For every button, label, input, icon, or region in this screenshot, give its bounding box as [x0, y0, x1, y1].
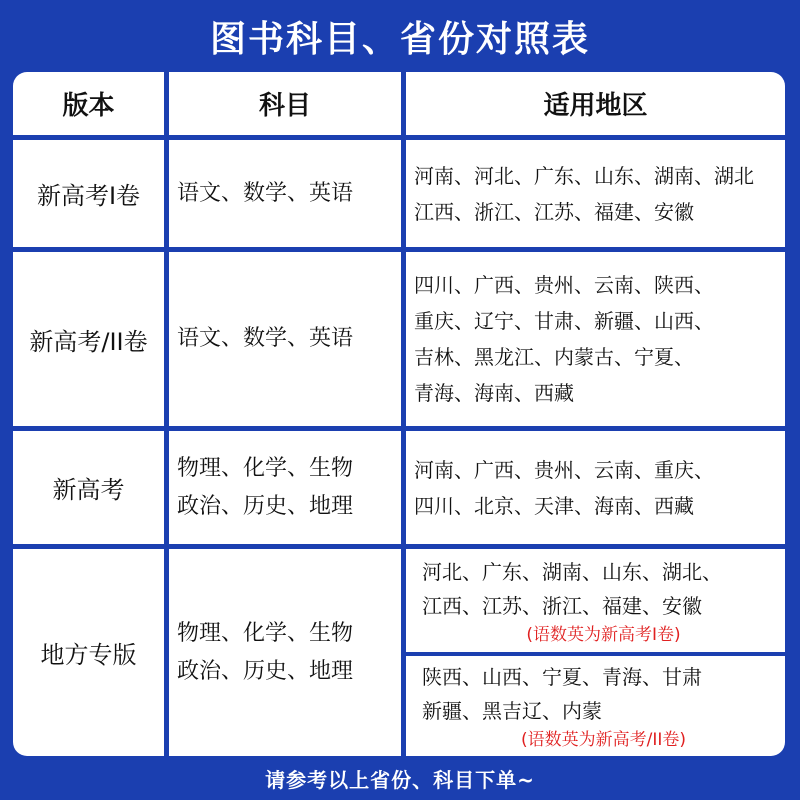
- row-subjects: [169, 431, 401, 544]
- page-title: 图书科目、省份对照表: [209, 18, 590, 60]
- region-line: 四川、广西、贵州、云南、陕西、: [414, 273, 714, 297]
- region-line: 河北、广东、湖南、山东、湖北、: [422, 559, 722, 584]
- subject-line: 物理、化学、生物: [177, 455, 354, 481]
- row-subjects: [169, 252, 401, 426]
- region-line: 重庆、辽宁、甘肃、新疆、山西、: [414, 309, 714, 333]
- region-note: (语数英为新高考Ⅰ卷): [526, 624, 681, 645]
- region-line: 河南、河北、广东、山东、湖南、湖北: [414, 163, 754, 188]
- row-regions: [406, 140, 785, 247]
- region-group: [406, 549, 785, 652]
- region-line: 陕西、山西、宁夏、青海、甘肃: [422, 665, 702, 689]
- row-version: 新高考/II卷: [29, 327, 148, 356]
- row-version: 新高考: [52, 476, 125, 504]
- region-group: [406, 656, 785, 756]
- row-regions: [406, 431, 785, 544]
- row-subjects: [169, 140, 401, 247]
- subject-line: 政治、历史、地理: [177, 658, 354, 684]
- header-subject: 科目: [258, 91, 311, 121]
- region-line: 吉林、黑龙江、内蒙古、宁夏、: [414, 345, 694, 369]
- region-line: 四川、北京、天津、海南、西藏: [414, 493, 694, 518]
- subject-line: 政治、历史、地理: [177, 493, 354, 519]
- header-version: 版本: [62, 91, 115, 121]
- subject-line: 物理、化学、生物: [177, 620, 354, 646]
- subject-line: 语文、数学、英语: [177, 180, 354, 206]
- header-region: 适用地区: [543, 91, 648, 121]
- row-subjects: [169, 549, 401, 756]
- row-version: 地方专版: [40, 641, 137, 669]
- row-version: 新高考Ⅰ卷: [36, 182, 141, 210]
- row-regions: [406, 252, 785, 426]
- region-line: 江西、浙江、江苏、福建、安徽: [414, 199, 694, 224]
- subject-line: 语文、数学、英语: [177, 326, 354, 351]
- region-line: 青海、海南、西藏: [414, 381, 574, 405]
- region-note: (语数英为新高考/II卷): [520, 730, 687, 750]
- comparison-table: [13, 72, 785, 756]
- footer-note: 请参考以上省份、科目下单~: [265, 767, 535, 792]
- region-line: 新疆、黑吉辽、内蒙: [422, 699, 602, 723]
- region-line: 河南、广西、贵州、云南、重庆、: [414, 457, 714, 482]
- region-line: 江西、江苏、浙江、福建、安徽: [422, 593, 702, 618]
